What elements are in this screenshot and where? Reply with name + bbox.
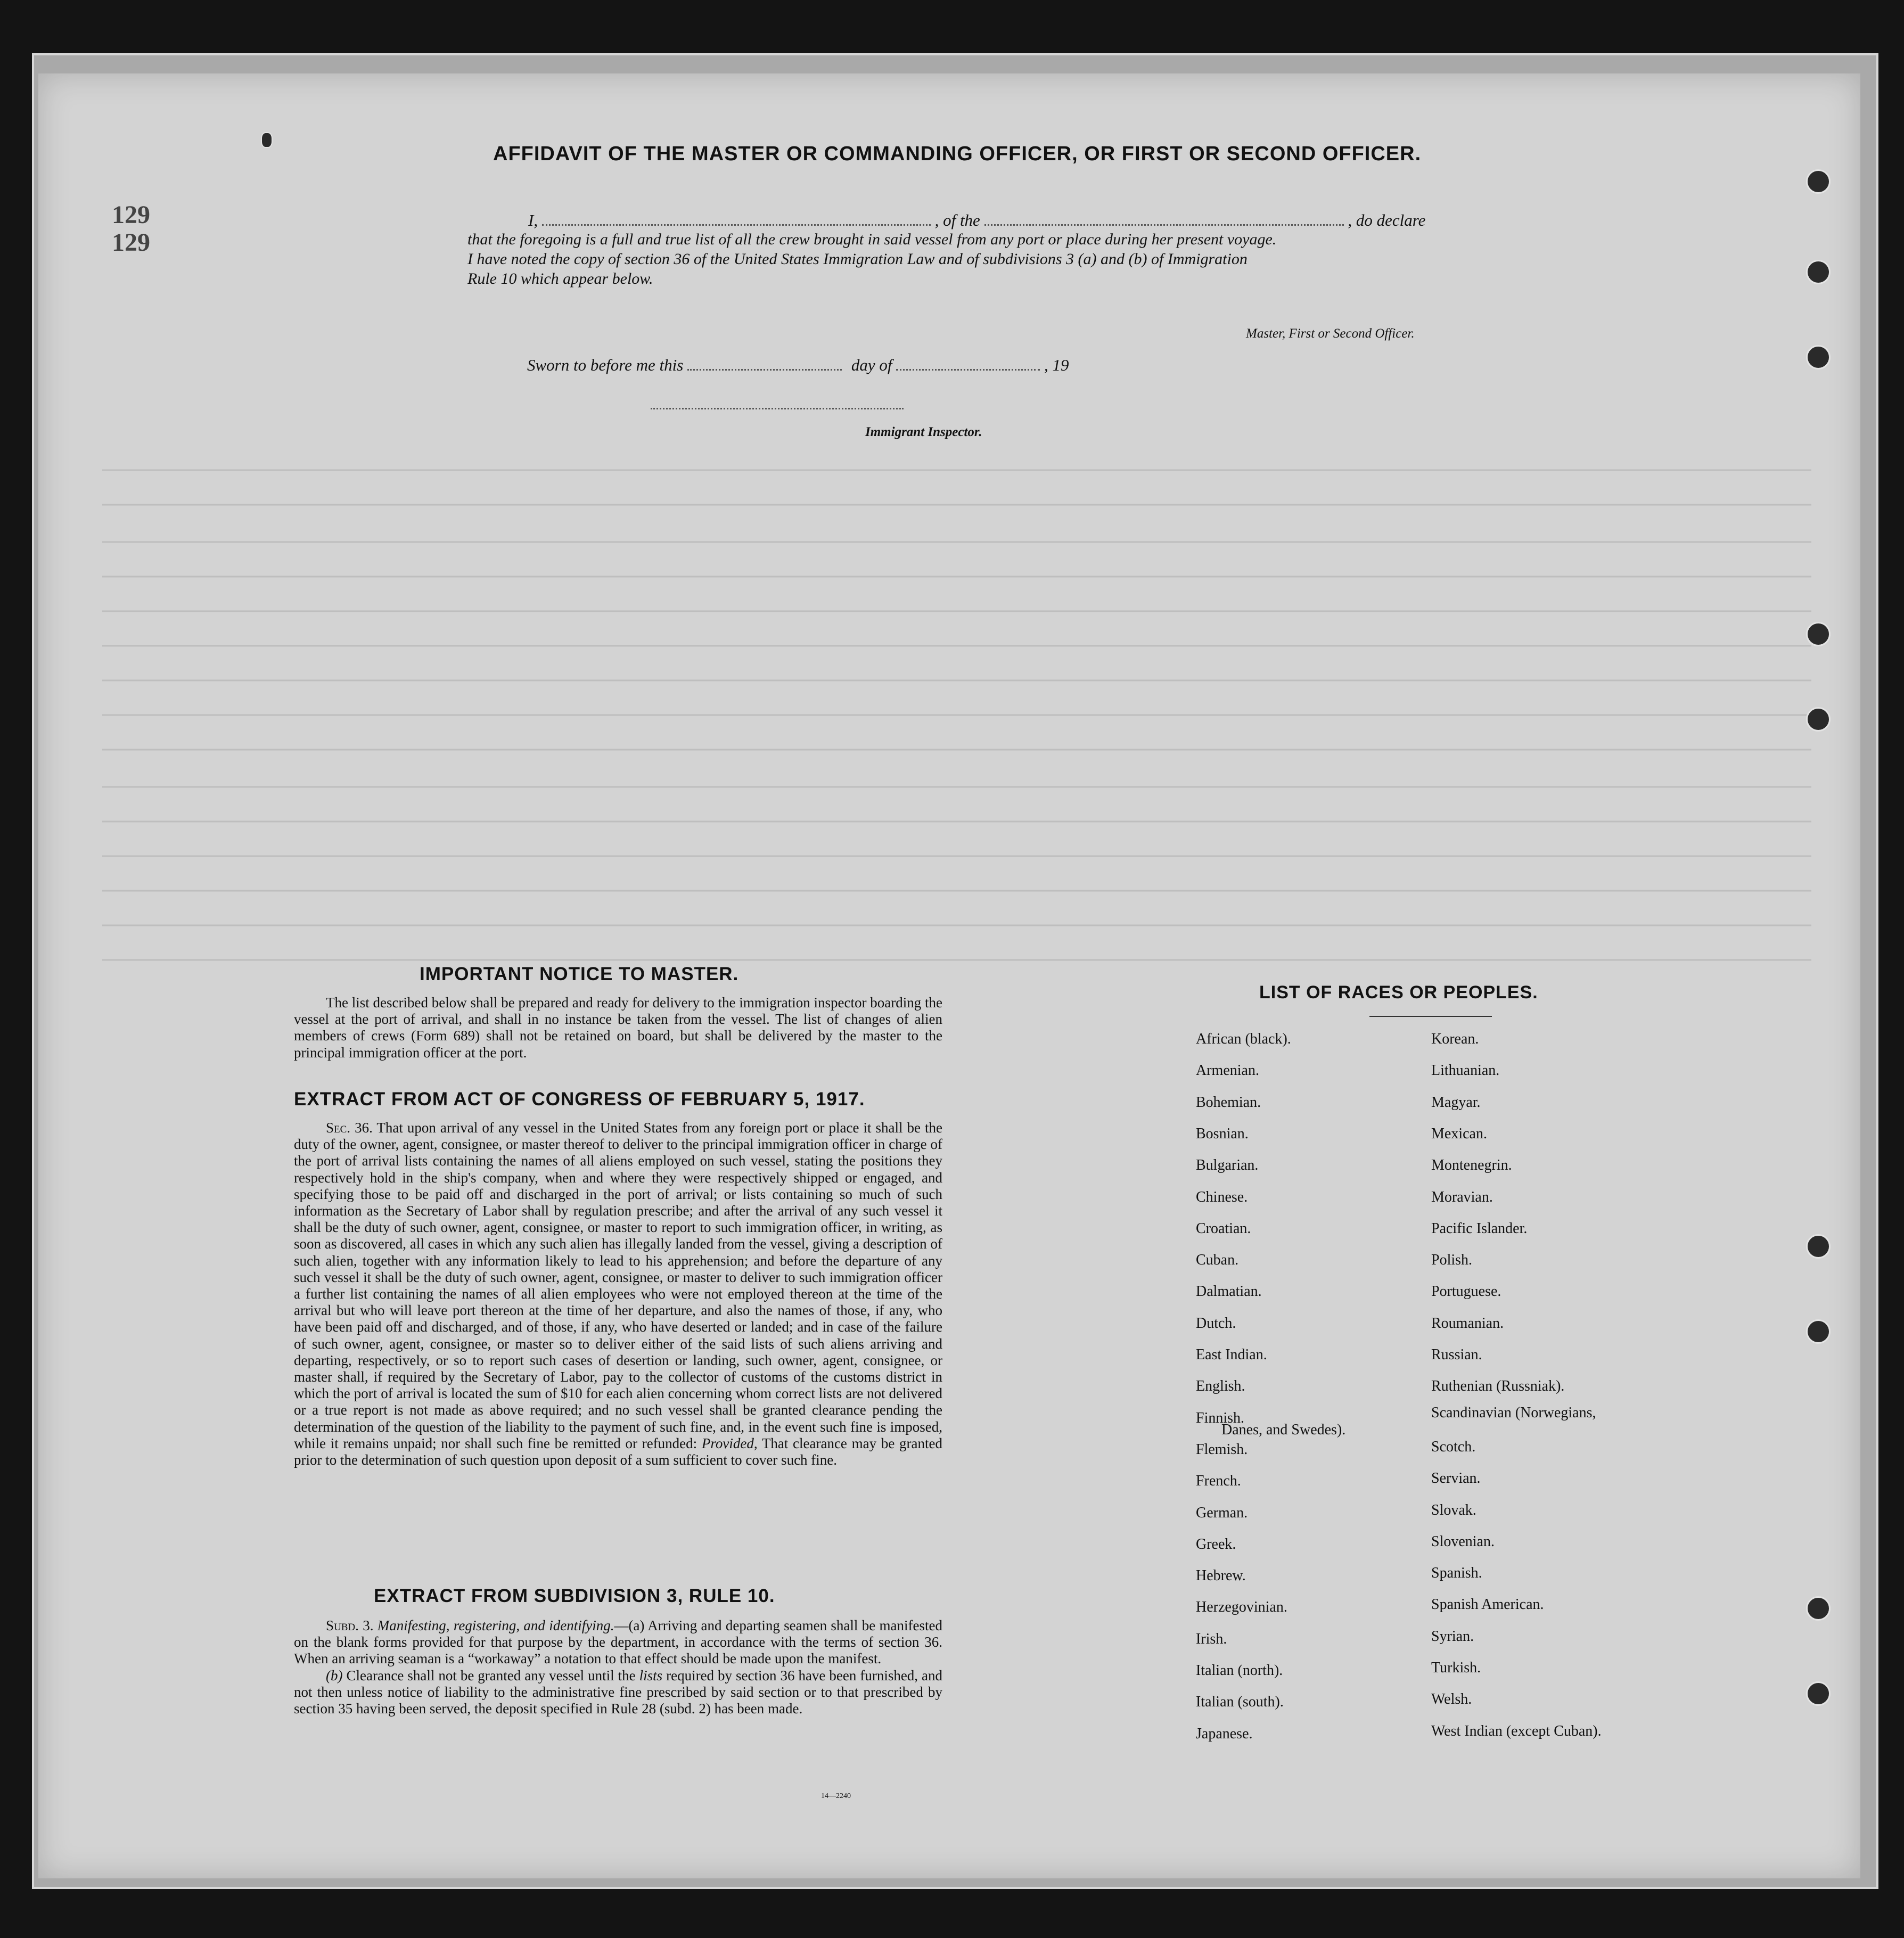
affidavit-title: AFFIDAVIT OF THE MASTER OR COMMANDING OFFICER, OR FIRST OR SECOND OFFICER.	[493, 143, 1422, 165]
binding-hole	[1806, 345, 1831, 369]
subd-b-paragraph	[294, 1668, 942, 1718]
document-page	[38, 73, 1860, 1878]
subd-heading: Manifesting, registering, and identifying.	[377, 1617, 614, 1633]
binding-hole	[1806, 1234, 1831, 1259]
race-item: Bulgarian.	[1196, 1157, 1259, 1174]
race-item: Montenegrin.	[1431, 1157, 1512, 1174]
sworn-day-of: day of	[851, 356, 892, 374]
margin-number: 129	[112, 228, 150, 257]
tack-mark	[261, 132, 273, 148]
race-item: West Indian (except Cuban).	[1431, 1722, 1602, 1739]
race-item: Magyar.	[1431, 1094, 1481, 1111]
inspector-label: Immigrant Inspector.	[865, 425, 982, 439]
extract-act-title: EXTRACT FROM ACT OF CONGRESS OF FEBRUARY 5, 1917.	[294, 1089, 865, 1110]
name-blank	[542, 224, 931, 226]
race-item: Dutch.	[1196, 1315, 1236, 1332]
race-item: Finnish.	[1196, 1409, 1245, 1426]
race-item: Ruthenian (Russniak).	[1431, 1378, 1565, 1395]
race-item: Dalmatian.	[1196, 1283, 1262, 1300]
section-36-paragraph	[294, 1120, 942, 1468]
race-item: Mexican.	[1431, 1125, 1487, 1142]
race-item: Turkish.	[1431, 1660, 1481, 1676]
subd-b-text1: Clearance shall not be granted any vessel until the	[346, 1667, 636, 1684]
subd-a-text: —(a) Arriving and departing seamen shall be manifested on the blank forms provided for that purpose by the department, in accordance with the terms of section 36. When an arriving seaman is a “workaway” a notation to that effect should be made upon the manifest.	[294, 1617, 942, 1667]
affidavit-line1	[528, 211, 1425, 230]
race-item: Portuguese.	[1431, 1283, 1501, 1300]
section-label: Sec. 36.	[326, 1120, 373, 1136]
notice-text	[294, 995, 942, 1061]
race-item: Bosnian.	[1196, 1125, 1249, 1142]
binding-hole	[1806, 169, 1831, 194]
affidavit-declare: , do declare	[1348, 211, 1426, 229]
race-item: African (black).	[1196, 1031, 1291, 1047]
form-number: 14—2240	[821, 1792, 851, 1800]
binding-hole	[1806, 1681, 1831, 1706]
race-item: Bohemian.	[1196, 1094, 1261, 1111]
extract-rule-title: EXTRACT FROM SUBDIVISION 3, RULE 10.	[374, 1586, 775, 1606]
race-item: Italian (south).	[1196, 1694, 1284, 1711]
sworn-month-blank	[896, 369, 1040, 371]
race-item: German.	[1196, 1504, 1248, 1521]
binding-hole	[1806, 707, 1831, 732]
race-item: Danes, and Swedes).	[1221, 1421, 1346, 1438]
sworn-line	[527, 356, 1069, 375]
race-item: Polish.	[1431, 1252, 1473, 1269]
proviso-word: Provided,	[701, 1435, 758, 1451]
subd-b-text2: required by section 36 have been furnished, and not then unless notice of liability to the administrative fine prescribed by said section or to that prescribed by section 35 having been served, the deposit specified in Rule 28 (subd. 2) has been made.	[294, 1667, 943, 1717]
affidavit-i: I,	[528, 211, 538, 229]
race-item: Slovenian.	[1431, 1533, 1495, 1550]
bleed-through-ghost	[38, 73, 1860, 1878]
subd-b-label: (b)	[326, 1667, 343, 1684]
race-item: Lithuanian.	[1431, 1062, 1500, 1079]
race-item: Spanish.	[1431, 1565, 1482, 1582]
race-item: Welsh.	[1431, 1691, 1472, 1708]
race-item: Scandinavian (Norwegians,	[1431, 1404, 1596, 1421]
race-item: English.	[1196, 1378, 1245, 1395]
inspector-line	[651, 408, 904, 409]
race-item: Irish.	[1196, 1630, 1227, 1647]
race-item: French.	[1196, 1473, 1241, 1490]
subd-b-lists: lists	[639, 1667, 663, 1684]
races-title: LIST OF RACES OR PEOPLES.	[1259, 982, 1538, 1003]
binding-hole	[1806, 1596, 1831, 1621]
section-text: That upon arrival of any vessel in the United States from any foreign port or place it shall be the duty of the owner, agent, consignee, or master thereof to deliver to the principal immigration officer in charge of the port of arrival lists containing the names of all aliens employed on such vessel, stating the positions they respectively hold in the ship's company, when and where they were respectively shipped or engaged, and specifying those to be paid off and discharged in the port of arrival; or lists containing so much of such information as the Secretary of Labor shall by regulation prescribe; and after the arrival of any such vessel it shall be the duty of such owner, agent, consignee, or master to report to such immigration officer, in writing, as soon as discovered, all cases in which any such alien has illegally landed from the vessel, giving a description of such alien, together with any information likely to lead to his apprehension; and before the departure of any such vessel it shall be the duty of such owner, agent, consignee, or master to deliver to such immigration officer a further list containing the names of all alien employees who were not employed thereon at the time of the arrival but who will leave port thereon at the time of her departure, and also the names of those, if any, who have been paid off and discharged, and of those, if any, who have deserted or landed; and in case of the failure of such owner, agent, consignee, or master so to deliver either of the said lists of such aliens arriving and departing, respectively, or so to report such cases of desertion or landing, such owner, agent, consignee, or master shall, if required by the Secretary of Labor, pay to the collector of customs of the customs district in which the port of arrival is located the sum of $10 for each alien concerning whom correct lists are not delivered or a true report is not made as above required; and no such vessel shall be granted clearance pending the determination of the question of the liability to the payment of such fine, and, in the event such fine is imposed, while it remains unpaid; nor shall such fine be remitted or refunded:	[294, 1120, 943, 1451]
subd-label: Subd. 3.	[326, 1617, 374, 1633]
race-item: Russian.	[1431, 1346, 1482, 1363]
affidavit-of-the: , of the	[934, 211, 980, 229]
race-item: Servian.	[1431, 1470, 1481, 1487]
affidavit-line3: I have noted the copy of section 36 of the United States Immigration Law and of subdivisions 3 (a) and (b) of Immigration	[467, 250, 1248, 268]
race-item: Chinese.	[1196, 1188, 1248, 1205]
vessel-blank	[984, 224, 1344, 226]
proviso-text: That clearance may be granted prior to the determination of such question upon deposit of a sum sufficient to cover such fine.	[294, 1435, 942, 1468]
race-item: Croatian.	[1196, 1220, 1251, 1237]
race-item: Herzegovinian.	[1196, 1599, 1287, 1616]
race-item: Armenian.	[1196, 1062, 1259, 1079]
extract-act-text	[294, 1120, 942, 1468]
sworn-prefix: Sworn to before me this	[527, 356, 684, 374]
race-item: Pacific Islander.	[1431, 1220, 1528, 1237]
sworn-year: , 19	[1044, 356, 1069, 374]
race-item: Scotch.	[1431, 1438, 1476, 1455]
race-item: Greek.	[1196, 1535, 1236, 1553]
race-item: Moravian.	[1431, 1188, 1493, 1205]
signature-label: Master, First or Second Officer.	[1246, 326, 1415, 341]
affidavit-line4: Rule 10 which appear below.	[467, 270, 653, 288]
race-item: Flemish.	[1196, 1441, 1248, 1458]
race-item: Italian (north).	[1196, 1662, 1283, 1679]
race-item: Roumanian.	[1431, 1315, 1504, 1332]
margin-number: 129	[112, 201, 150, 229]
race-item: East Indian.	[1196, 1346, 1267, 1363]
race-item: Hebrew.	[1196, 1567, 1246, 1584]
subd-a-paragraph	[294, 1617, 942, 1668]
race-item: Cuban.	[1196, 1252, 1239, 1269]
race-item: Spanish American.	[1431, 1596, 1544, 1613]
binding-hole	[1806, 1319, 1831, 1344]
extract-rule-text	[294, 1617, 942, 1717]
binding-hole	[1806, 260, 1831, 284]
races-title-rule	[1369, 1016, 1492, 1017]
sworn-date-blank	[687, 369, 842, 371]
notice-title: IMPORTANT NOTICE TO MASTER.	[420, 964, 739, 984]
race-item: Slovak.	[1431, 1501, 1476, 1518]
race-item: Korean.	[1431, 1031, 1479, 1047]
race-item: Syrian.	[1431, 1628, 1474, 1645]
notice-paragraph: The list described below shall be prepared and ready for delivery to the immigration inspector boarding the vessel at the port of arrival, and shall in no instance be taken from the vessel. The list of changes of alien members of crews (Form 689) shall not be retained on board, but shall be delivered by the master to the principal immigration officer at the port.	[294, 995, 942, 1061]
affidavit-line2: that the foregoing is a full and true list of all the crew brought in said vessel from any port or place during her present voyage.	[467, 231, 1277, 248]
binding-hole	[1806, 622, 1831, 646]
race-item: Japanese.	[1196, 1725, 1253, 1742]
